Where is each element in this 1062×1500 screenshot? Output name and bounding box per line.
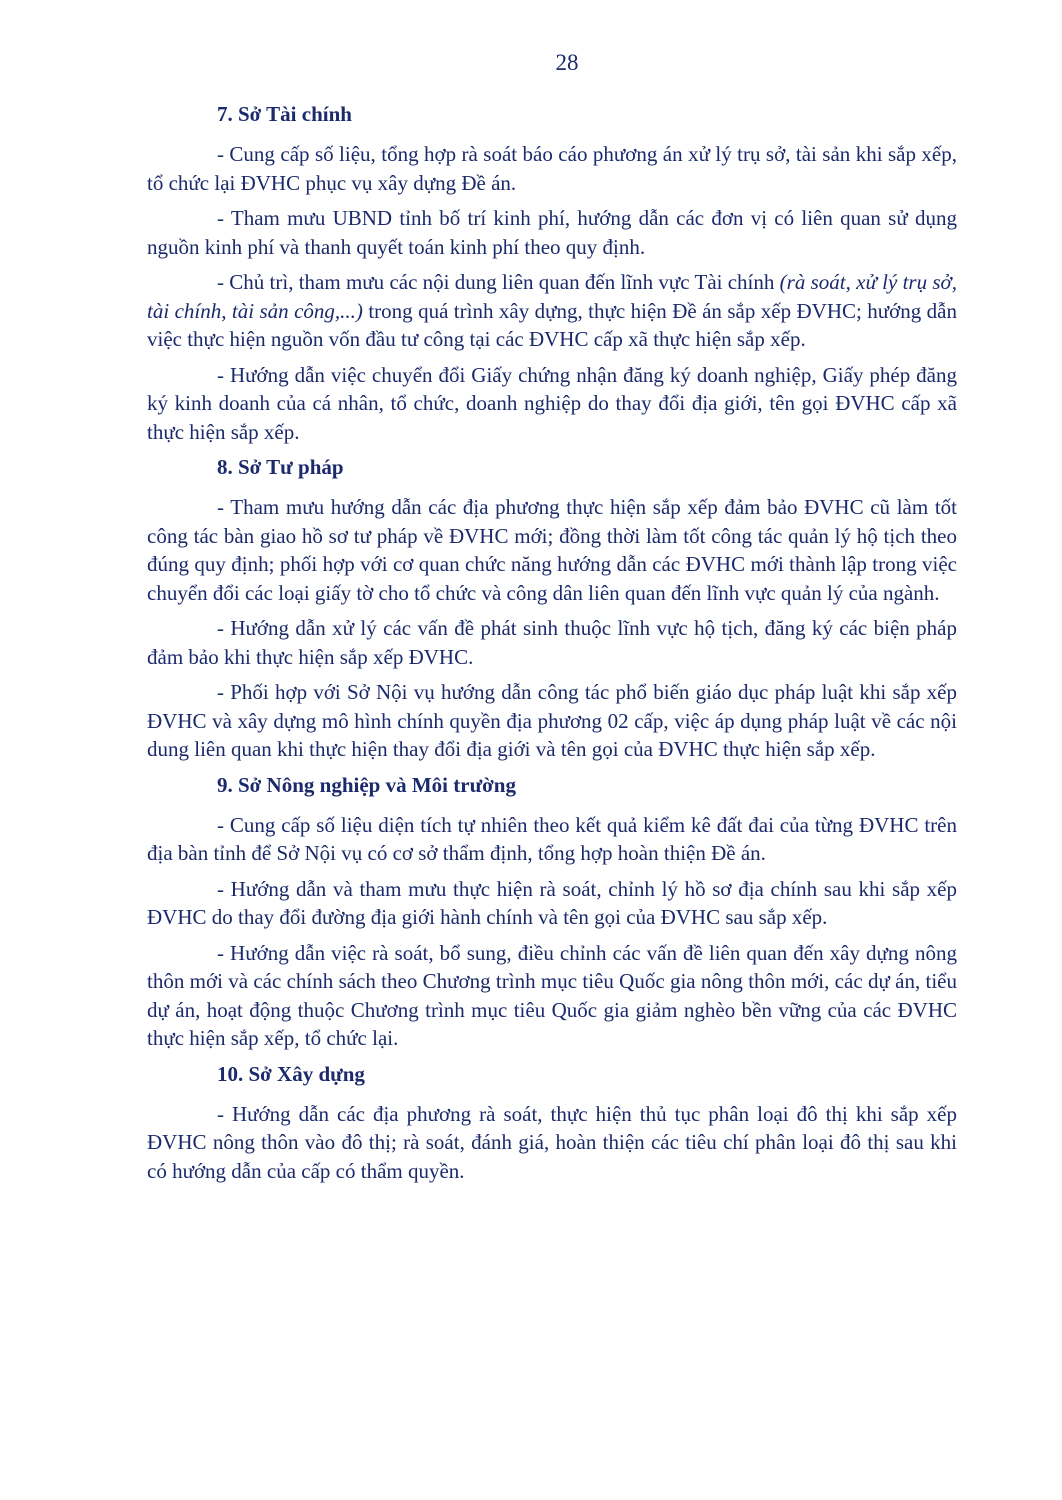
italic-note: (rà soát, xử lý trụ sở, tài chính, tài sản công,...) bbox=[147, 270, 957, 323]
paragraph: - Hướng dẫn và tham mưu thực hiện rà soát, chỉnh lý hồ sơ địa chính sau khi sắp xếp ĐVHC do thay đổi đường địa giới hành chính và tên gọi của ĐVHC sau sắp xếp. bbox=[147, 876, 957, 929]
paragraph: - Hướng dẫn xử lý các vấn đề phát sinh thuộc lĩnh vực hộ tịch, đăng ký các biện pháp đảm bảo khi thực hiện sắp xếp ĐVHC. bbox=[147, 616, 957, 669]
paragraph: - Hướng dẫn việc rà soát, bổ sung, điều chỉnh các vấn đề liên quan đến xây dựng nông thôn mới và các chính sách theo Chương trình mục tiêu Quốc gia nông thôn mới, các dự án, tiểu dự án, hoạt động thuộc Chương trình mục tiêu Quốc gia giảm nghèo bền vững của các ĐVHC thực hiện sắp xếp, tổ chức lại. bbox=[147, 940, 957, 1050]
paragraph: - Cung cấp số liệu diện tích tự nhiên theo kết quả kiểm kê đất đai của từng ĐVHC trên địa bàn tỉnh để Sở Nội vụ có cơ sở thẩm định, tổng hợp hoàn thiện Đề án. bbox=[147, 812, 957, 865]
section-heading: 9. Sở Nông nghiệp và Môi trường bbox=[217, 772, 516, 797]
page-number: 28 bbox=[555, 50, 579, 75]
section-so-xay-dung bbox=[147, 1060, 957, 1186]
section-heading: 10. Sở Xây dựng bbox=[217, 1061, 365, 1086]
paragraph: - Tham mưu hướng dẫn các địa phương thực hiện sắp xếp đảm bảo ĐVHC cũ làm tốt công tác bàn giao hồ sơ tư pháp về ĐVHC mới; đồng thời làm tốt công tác quản lý hộ tịch theo đúng quy định; phối hợp với cơ quan chức năng hướng dẫn các ĐVHC mới thành lập trong việc chuyển đổi các loại giấy tờ cho tổ chức và công dân liên quan đến lĩnh vực quản lý của ngành. bbox=[147, 495, 957, 605]
section-so-tu-phap bbox=[147, 453, 957, 764]
paragraph: - Cung cấp số liệu, tổng hợp rà soát báo cáo phương án xử lý trụ sở, tài sản khi sắp xếp, tổ chức lại ĐVHC phục vụ xây dựng Đề án. bbox=[147, 142, 957, 195]
section-heading: 7. Sở Tài chính bbox=[217, 102, 352, 126]
paragraph: - Hướng dẫn việc chuyển đổi Giấy chứng nhận đăng ký doanh nghiệp, Giấy phép đăng ký kinh doanh của cá nhân, tổ chức, doanh nghiệp do thay đổi địa giới, tên gọi ĐVHC cấp xã thực hiện sắp xếp. bbox=[147, 362, 957, 444]
section-heading: 8. Sở Tư pháp bbox=[217, 455, 344, 479]
paragraph: - Phối hợp với Sở Nội vụ hướng dẫn công tác phổ biến giáo dục pháp luật khi sắp xếp ĐVHC và xây dựng mô hình chính quyền địa phương 02 cấp, việc áp dụng pháp luật về các nội dung liên quan khi thực hiện thay đổi địa giới và tên gọi của ĐVHC thực hiện sắp xếp. bbox=[147, 680, 957, 761]
paragraph: - Chủ trì, tham mưu các nội dung liên quan đến lĩnh vực Tài chính (rà soát, xử lý trụ sở, tài chính, tài sản công,...) trong quá trình xây dựng, thực hiện Đề án sắp xếp ĐVHC; hướng dẫn việc thực hiện nguồn vốn đầu tư công tại các ĐVHC cấp xã thực hiện sắp xếp. bbox=[147, 270, 957, 351]
section-so-tai-chinh bbox=[147, 100, 957, 446]
section-so-nong-nghiep-moi-truong bbox=[147, 771, 957, 1053]
paragraph: - Hướng dẫn các địa phương rà soát, thực hiện thủ tục phân loại đô thị khi sắp xếp ĐVHC nông thôn vào đô thị; rà soát, đánh giá, hoàn thiện các tiêu chí phân loại đô thị sau khi có hướng dẫn của cấp có thẩm quyền. bbox=[147, 1101, 957, 1183]
paragraph: - Tham mưu UBND tỉnh bố trí kinh phí, hướng dẫn các đơn vị có liên quan sử dụng nguồn kinh phí và thanh quyết toán kinh phí theo quy định. bbox=[147, 206, 957, 259]
